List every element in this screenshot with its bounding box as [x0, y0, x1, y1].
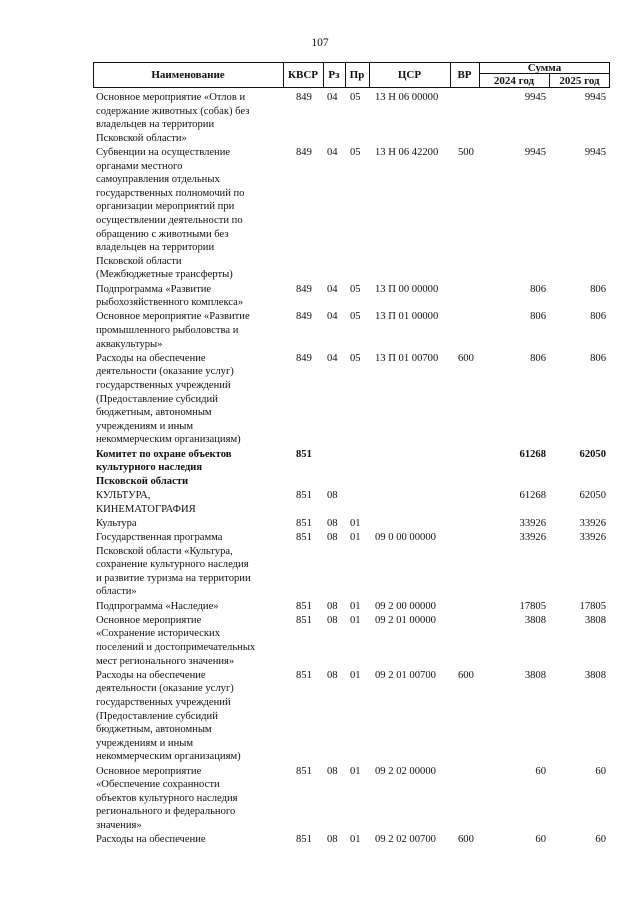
row-sum-2025: 3808: [584, 669, 606, 681]
table-row: [0, 283, 640, 311]
row-pr: 01: [350, 765, 361, 777]
row-kvsr: 851: [296, 765, 312, 777]
row-rz: 04: [327, 283, 338, 295]
header-pr: Пр: [349, 69, 365, 81]
row-rz: 08: [327, 489, 338, 501]
row-rz: 08: [327, 531, 338, 543]
row-sum-2024: 61268: [519, 448, 546, 460]
row-kvsr: 851: [296, 517, 312, 529]
row-sum-2024: 33926: [519, 531, 546, 543]
row-csr: 09 2 02 00700: [375, 834, 436, 846]
row-kvsr: 851: [296, 531, 312, 543]
row-vr: 600: [458, 352, 474, 364]
row-sum-2024: 806: [530, 352, 546, 364]
table-row: [0, 310, 640, 351]
row-pr: 05: [350, 311, 361, 323]
row-kvsr: 849: [296, 147, 312, 158]
row-rz: 04: [327, 92, 338, 103]
table-header: [93, 62, 610, 88]
header-vr: ВР: [457, 69, 472, 81]
row-name: Расходы на обеспечение деятельности (оказание услуг) государственных учреждений (Предоставление субсидий бюджетным, автономным учреждениям и иным некоммерческим организациям): [96, 669, 241, 763]
row-sum-2025: 806: [590, 311, 606, 323]
header-csr: ЦСР: [397, 69, 422, 81]
row-kvsr: 851: [296, 489, 312, 501]
row-sum-2024: 33926: [519, 517, 546, 529]
row-rz: 08: [327, 765, 338, 777]
row-sum-2025: 62050: [579, 489, 606, 501]
row-sum-2025: 60: [595, 765, 606, 777]
header-rz: Рз: [328, 69, 340, 81]
row-name: Подпрограмма «Развитие рыбохозяйственного комплекса»: [96, 283, 244, 309]
row-rz: 04: [327, 352, 338, 364]
row-sum-2024: 3808: [524, 614, 546, 626]
row-kvsr: 851: [296, 669, 312, 681]
row-pr: 05: [350, 352, 361, 364]
row-sum-2025: 3808: [584, 614, 606, 626]
table-row: [0, 146, 640, 283]
row-csr: 09 2 02 00000: [375, 765, 436, 777]
row-pr: 01: [350, 517, 361, 529]
row-rz: 08: [327, 669, 338, 681]
row-name: Основное мероприятие «Развитие промышленного рыболовства и аквакультуры»: [96, 311, 250, 350]
row-name: Основное мероприятие «Сохранение исторических поселений и достопримечательных мест регионального значения»: [96, 614, 256, 667]
row-name: Комитет по охране объектов культурного наследия Псковской области: [96, 448, 232, 487]
row-pr: 01: [350, 834, 361, 846]
page-number: 107: [311, 37, 329, 49]
row-name: Основное мероприятие «Обеспечение сохранности объектов культурного наследия регионального и федерального значения»: [96, 765, 238, 831]
row-vr: 600: [458, 834, 474, 846]
header-name: Наименование: [151, 69, 225, 81]
row-kvsr: 849: [296, 352, 312, 364]
row-name: КУЛЬТУРА, КИНЕМАТОГРАФИЯ: [96, 489, 196, 515]
row-pr: 01: [350, 531, 361, 543]
table-row: [0, 833, 640, 847]
row-vr: 500: [458, 147, 474, 158]
row-kvsr: 851: [296, 448, 312, 460]
table-row: [0, 352, 640, 448]
row-sum-2025: 62050: [579, 448, 606, 460]
row-csr: 13 П 01 00700: [375, 352, 439, 364]
row-sum-2024: 61268: [519, 489, 546, 501]
row-csr: 09 2 01 00700: [375, 669, 436, 681]
row-name: Государственная программа Псковской области «Культура, сохранение культурного наследия и развитие туризма на территории области»: [96, 531, 251, 598]
row-sum-2025: 17805: [579, 600, 606, 612]
row-pr: 01: [350, 669, 361, 681]
header-year-2025: 2025 год: [559, 74, 600, 87]
row-rz: 04: [327, 147, 338, 158]
row-sum-2024: 17805: [519, 600, 546, 612]
row-sum-2025: 33926: [579, 531, 606, 543]
row-rz: 08: [327, 614, 338, 626]
row-sum-2025: 60: [595, 834, 606, 846]
row-csr: 09 0 00 00000: [375, 531, 436, 543]
row-csr: 09 2 01 00000: [375, 614, 436, 626]
row-rz: 04: [327, 311, 338, 323]
row-name: Субвенции на осуществление органами местного самоуправления отдельных государственных полномочий по организации мероприятий при осуществлении деятельности по обращению с животными без владельцев на территории Псковской области (Межбюджетные трансферты): [96, 147, 245, 281]
table-row: [0, 489, 640, 517]
row-kvsr: 851: [296, 600, 312, 612]
row-pr: 05: [350, 92, 361, 103]
row-pr: 01: [350, 614, 361, 626]
row-csr: 13 Н 06 00000: [375, 92, 439, 103]
row-sum-2024: 806: [530, 283, 546, 295]
table-row: [0, 669, 640, 765]
table-row: [0, 91, 640, 146]
row-csr: 09 2 00 00000: [375, 600, 436, 612]
row-sum-2025: 806: [590, 352, 606, 364]
row-sum-2024: 9945: [524, 147, 546, 158]
table-body: [0, 91, 640, 847]
row-rz: 08: [327, 834, 338, 846]
table-row: [0, 600, 640, 614]
header-sum: Сумма: [527, 61, 562, 74]
row-sum-2024: 806: [530, 311, 546, 323]
table-row: [0, 765, 640, 834]
row-sum-2024: 9945: [524, 92, 546, 103]
header-kvsr: КВСР: [288, 69, 318, 81]
table-row: [0, 448, 640, 489]
row-pr: 01: [350, 600, 361, 612]
row-name: Расходы на обеспечение: [96, 834, 206, 846]
row-pr: 05: [350, 283, 361, 295]
header-year-2024: 2024 год: [493, 74, 535, 87]
row-rz: 08: [327, 517, 338, 529]
row-sum-2025: 9945: [584, 147, 606, 158]
row-name: Культура: [96, 517, 137, 529]
row-sum-2024: 60: [535, 765, 546, 777]
table-row: [0, 614, 640, 669]
row-sum-2024: 60: [535, 834, 546, 846]
row-name: Расходы на обеспечение деятельности (оказание услуг) государственных учреждений (Предоставление субсидий бюджетным, автономным учреждениям и иным некоммерческим организациям): [96, 352, 241, 446]
row-sum-2025: 33926: [579, 517, 606, 529]
table-row: [0, 517, 640, 531]
row-kvsr: 851: [296, 614, 312, 626]
row-pr: 05: [350, 147, 361, 158]
row-kvsr: 851: [296, 834, 312, 846]
row-csr: 13 Н 06 42200: [375, 147, 439, 158]
row-name: Подпрограмма «Наследие»: [96, 600, 219, 612]
table-row: [0, 531, 640, 600]
row-kvsr: 849: [296, 92, 312, 103]
row-sum-2025: 9945: [584, 92, 606, 103]
row-csr: 13 П 01 00000: [375, 311, 439, 323]
row-vr: 600: [458, 669, 474, 681]
row-kvsr: 849: [296, 311, 312, 323]
row-rz: 08: [327, 600, 338, 612]
row-sum-2024: 3808: [524, 669, 546, 681]
row-name: Основное мероприятие «Отлов и содержание животных (собак) без владельцев на территории Псковской области»: [96, 92, 250, 144]
row-sum-2025: 806: [590, 283, 606, 295]
row-csr: 13 П 00 00000: [375, 283, 439, 295]
row-kvsr: 849: [296, 283, 312, 295]
